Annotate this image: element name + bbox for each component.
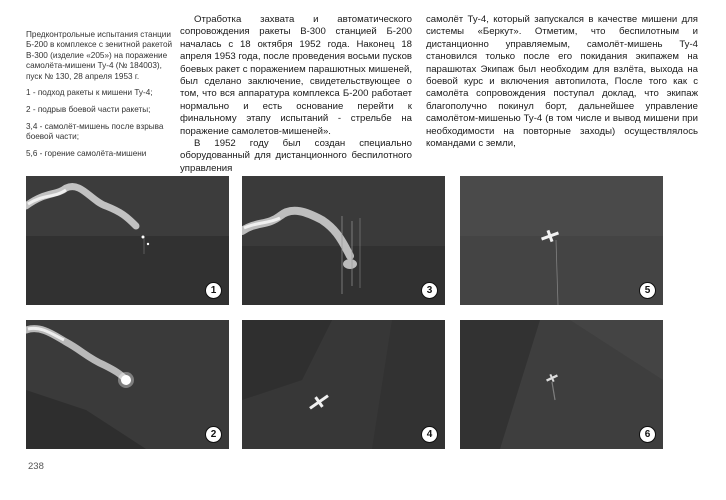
photo-number-badge: 1 <box>205 282 222 299</box>
text-column-2 <box>426 14 698 150</box>
photo-number-badge: 5 <box>639 282 656 299</box>
photo-number-badge: 3 <box>421 282 438 299</box>
photo-1-image <box>26 176 229 305</box>
caption-item: 5,6 - горение самолёта-мишени <box>26 149 147 159</box>
photo-3-target-after-blast <box>242 176 445 305</box>
caption-items <box>26 88 176 160</box>
photo-2-image <box>26 320 229 449</box>
photo-3-image <box>242 176 445 305</box>
photo-number-badge: 2 <box>205 426 222 443</box>
caption-title: Предконтрольные испытания станции Б-200 в комплексе с зенитной ракетой В-300 (изделие «205») на поражение самолёта-мишени Ту-4 (№ 184003), пуск № 130, 28 апреля 1953 г. <box>26 30 173 81</box>
photo-2-warhead-detonation <box>26 320 229 449</box>
paragraph: Отработка захвата и автоматического сопровождения ракеты В-300 станцией Б-200 началась с 18 октября 1952 года. Наконец 18 апреля 1953 года, после проведения восьми пусков боевых ракет с поражением парашютных мишеней, был сделано заключение, свидетельствующее о том, что вся аппаратура комплекса Б-200 работает нормально и есть основание перейти к финальному этапу испытаний - стрельбе на поражение самолетов-мишеней». <box>180 14 412 137</box>
photo-5-burning-target <box>460 176 663 305</box>
photo-number-badge: 4 <box>421 426 438 443</box>
paragraph: В 1952 году был создан специально оборудованный для дистанционного беспилотного управления <box>180 138 412 174</box>
photo-4-target-after-blast <box>242 320 445 449</box>
paragraph: самолёт Ту-4, который запускался в качестве мишени для системы «Беркут». Отметим, что беспилотным и дистанционно управляемым, самолёт-мишень Ту-4 становился только после его покидания экипажем на парашютах Экипаж был необходим для взлёта, выхода на боевой курс и включения автопилота, После того как с самолёта сопровождения поступал доклад, что экипаж благополучно покинул борт, дальнейшее управление самолётом-мишенью Ту-4 (в том числе и вывод мишени при необходимости на повторные заходы) осуществлялось командами с земли, <box>426 14 698 150</box>
page-number: 238 <box>28 461 44 472</box>
photo-caption <box>26 30 176 166</box>
photo-6-image <box>460 320 663 449</box>
caption-item: 1 - подход ракеты к мишени Ту-4; <box>26 88 153 98</box>
photo-5-image <box>460 176 663 305</box>
text-column-1 <box>180 14 412 175</box>
caption-item: 2 - подрыв боевой части ракеты; <box>26 104 151 114</box>
photo-4-image <box>242 320 445 449</box>
photo-1-missile-approach <box>26 176 229 305</box>
photo-6-burning-target <box>460 320 663 449</box>
photo-number-badge: 6 <box>639 426 656 443</box>
caption-item: 3,4 - самолёт-мишень после взрыва боевой части; <box>26 121 164 142</box>
